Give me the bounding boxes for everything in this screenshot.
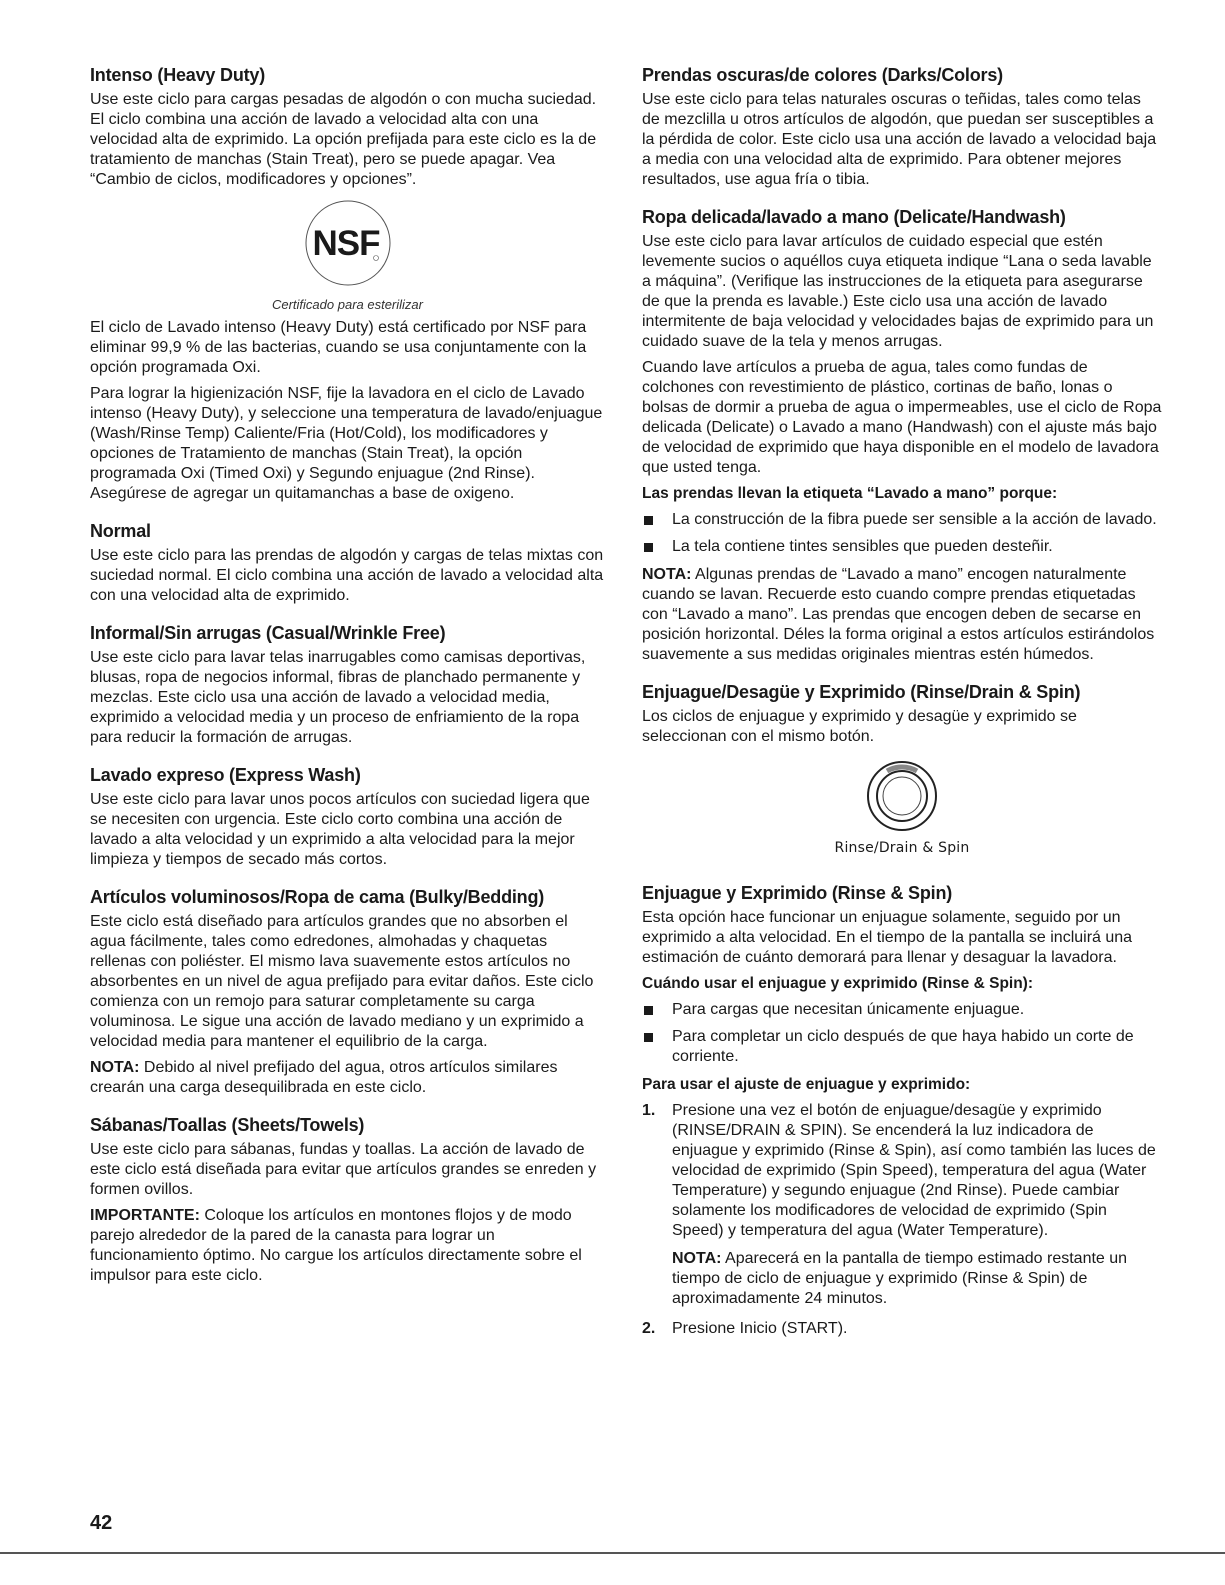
note-text: Algunas prendas de “Lavado a mano” encogen naturalmente cuando se lavan. Recuerde esto cuando compre prendas etiquetadas con “Lavado a mano”. Las prendas que encogen deben de secarse en posición horizontal. Déles la forma original a estos artículos estirándolos suavemente a sus medidas originales mientras estén húmedos. (642, 566, 1155, 663)
section-delicate (642, 206, 1162, 665)
list-step (642, 1319, 1162, 1339)
section-title: Artículos voluminosos/Ropa de cama (Bulky/Bedding) (90, 887, 545, 907)
bullet-list (642, 510, 1162, 557)
nsf-logo-text: NSF (312, 224, 379, 263)
section-sheets (90, 1114, 605, 1286)
section-bulky (90, 886, 605, 1098)
paragraph: Use este ciclo para las prendas de algodón y cargas de telas mixtas con suciedad normal. El ciclo combina una acción de lavado a velocidad alta con una velocidad alta de exprimido. (90, 547, 604, 604)
section-title: Intenso (Heavy Duty) (90, 65, 266, 85)
nsf-figure (90, 198, 605, 312)
note-paragraph (642, 565, 1162, 665)
section-title: Sábanas/Toallas (Sheets/Towels) (90, 1115, 365, 1135)
dial-label: Rinse/Drain & Spin (834, 840, 970, 856)
nsf-caption: Certificado para esterilizar (271, 297, 423, 312)
page-number: 42 (90, 1512, 113, 1534)
dial-figure (642, 759, 1162, 856)
paragraph: Use este ciclo para cargas pesadas de algodón o con mucha suciedad. El ciclo combina una acción de lavado a velocidad alta con una velocidad alta de exprimido. La opción prefijada para este ciclo es la de tratamiento de manchas (Stain Treat), pero se puede apagar. Vea “Cambio de ciclos, modificadores y opciones”. (90, 91, 597, 188)
paragraph: Cuando lave artículos a prueba de agua, tales como fundas de colchones con revestimiento de plástico, cortinas de baño, lonas o bolsas de dormir a prueba de agua o impermeables, use el ciclo de Ropa delicada (Delicate) o Lavado a mano (Handwash) con el ajuste más bajo de velocidad de exprimido que haya disponible en el modelo de lavadora que usted tenga. (642, 359, 1162, 476)
nsf-logo-icon (303, 198, 393, 288)
section-title: Prendas oscuras/de colores (Darks/Colors) (642, 65, 1003, 85)
paragraph: Esta opción hace funcionar un enjuague solamente, seguido por un exprimido a alta velocidad. En el tiempo de la pantalla se incluirá una estimación de cuánto demorará para llenar y desaguar la lavadora. (642, 909, 1133, 966)
right-column (642, 64, 1162, 1355)
note-label: NOTA: (90, 1059, 140, 1076)
left-column (90, 64, 605, 1302)
section-title: Ropa delicada/lavado a mano (Delicate/Handwash) (642, 207, 1066, 227)
section-title: Enjuague/Desagüe y Exprimido (Rinse/Drain & Spin) (642, 682, 1081, 702)
list-item: La construcción de la fibra puede ser sensible a la acción de lavado. (642, 510, 1162, 530)
note-paragraph (90, 1206, 605, 1286)
step-text: Presione una vez el botón de enjuague/desagüe y exprimido (RINSE/DRAIN & SPIN). Se encenderá la luz indicadora de enjuague y exprimido (Rinse & Spin), así como también las luces de velocidad de exprimido (Spin Speed), temperatura del agua (Water Temperature) y segundo enjuague (2nd Rinse). Puede cambiar solamente los modificadores de velocidad de exprimido (Spin Speed) y temperatura del agua (Water Temperature). (672, 1102, 1156, 1239)
rinse-drain-spin-button-icon (865, 759, 939, 833)
list-item: Para completar un ciclo después de que haya habido un corte de corriente. (642, 1027, 1162, 1067)
lead-text: Para usar el ajuste de enjuague y exprimido: (642, 1076, 971, 1093)
section-title: Informal/Sin arrugas (Casual/Wrinkle Free) (90, 623, 446, 643)
section-darks (642, 64, 1162, 190)
note-label: IMPORTANTE: (90, 1207, 200, 1224)
section-rinse-drain-spin (642, 681, 1162, 856)
section-heavy-duty (90, 64, 605, 504)
numbered-list (642, 1101, 1162, 1339)
section-rinse-spin (642, 882, 1162, 1339)
step-text: Presione Inicio (START). (672, 1320, 848, 1337)
paragraph: Use este ciclo para lavar artículos de cuidado especial que estén levemente sucios o aquéllos cuya etiqueta indique “Lana o seda lavable a máquina”. (Verifique las instrucciones de la etiqueta para asegurarse de que la prenda es lavable.) Este ciclo usa una acción de lavado intermitente de baja velocidad y velocidades bajas de exprimido para un cuidado suave de la tela y menos arrugas. (642, 233, 1154, 350)
paragraph: Use este ciclo para lavar unos pocos artículos con suciedad ligera que se necesiten con urgencia. Este ciclo corto combina una acción de lavado a alta velocidad y un exprimido a alta velocidad para la mejor limpieza y tiempos de secado más cortos. (90, 791, 590, 868)
paragraph: Use este ciclo para telas naturales oscuras o teñidas, tales como telas de mezclilla u otros artículos de algodón, que puedan ser susceptibles a la pérdida de color. Este ciclo usa una acción de lavado a velocidad baja a media con una velocidad alta de exprimido. Para obtener mejores resultados, use agua fría o tibia. (642, 91, 1157, 188)
note-paragraph (90, 1058, 605, 1098)
section-title: Enjuague y Exprimido (Rinse & Spin) (642, 883, 953, 903)
section-normal (90, 520, 605, 606)
bottom-rule (0, 1552, 1225, 1554)
paragraph: Use este ciclo para sábanas, fundas y toallas. La acción de lavado de este ciclo está diseñada para evitar que artículos grandes se enreden y formen ovillos. (90, 1141, 597, 1198)
note-text: Coloque los artículos en montones flojos y de modo parejo alrededor de la pared de la canasta para lograr un funcionamiento óptimo. No cargue los artículos directamente sobre el impulsor para este ciclo. (90, 1207, 582, 1284)
section-title: Normal (90, 521, 151, 541)
list-step (642, 1101, 1162, 1309)
step-number: 1. (642, 1102, 656, 1119)
note-label: NOTA: (642, 566, 692, 583)
paragraph: Los ciclos de enjuague y exprimido y desagüe y exprimido se seleccionan con el mismo botón. (642, 708, 1077, 745)
paragraph: Para lograr la higienización NSF, fije la lavadora en el ciclo de Lavado intenso (Heavy Duty), y seleccione una temperatura de lavado/enjuague (Wash/Rinse Temp) Caliente/Fria (Hot/Cold), los modificadores y opciones de Tratamiento de manchas (Stain Treat), la opción programada Oxi (Timed Oxi) y Segundo enjuague (2nd Rinse). Asegúrese de agregar un quitamanchas a base de oxigeno. (90, 385, 603, 502)
step-number: 2. (642, 1320, 656, 1337)
paragraph: Use este ciclo para lavar telas inarrugables como camisas deportivas, blusas, ropa de negocios informal, fibras de planchado permanente y mezclas. Este ciclo usa una acción de lavado a velocidad media, exprimido a velocidad media y un proceso de enfriamiento de la ropa para reducir la formación de arrugas. (90, 649, 586, 746)
paragraph: El ciclo de Lavado intenso (Heavy Duty) está certificado por NSF para eliminar 99,9 % de las bacterias, cuando se usa conjuntamente con la opción programada Oxi. (90, 319, 587, 376)
lead-text: Las prendas llevan la etiqueta “Lavado a mano” porque: (642, 485, 1058, 502)
note-text: Debido al nivel prefijado del agua, otros artículos similares crearán una carga desequilibrada en este ciclo. (90, 1059, 558, 1096)
note-paragraph (672, 1249, 1162, 1309)
section-express (90, 764, 605, 870)
note-label: NOTA: (672, 1250, 722, 1267)
paragraph: Este ciclo está diseñado para artículos grandes que no absorben el agua fácilmente, tales como edredones, almohadas y chaquetas rellenas con poliéster. El mismo lava suavemente estos artículos no absorbentes en un nivel de agua prefijado para evitar daños. Este ciclo comienza con un remojo para saturar completamente su carga voluminosa. Le sigue una acción de lavado mediano y un exprimido a velocidad media para mantener el equilibrio de la carga. (90, 913, 594, 1050)
lead-text: Cuándo usar el enjuague y exprimido (Rinse & Spin): (642, 975, 1034, 992)
note-text: Aparecerá en la pantalla de tiempo estimado restante un tiempo de ciclo de enjuague y exprimido (Rinse & Spin) de aproximadamente 24 minutos. (672, 1250, 1128, 1307)
list-item: La tela contiene tintes sensibles que pueden desteñir. (642, 537, 1162, 557)
list-item: Para cargas que necesitan únicamente enjuague. (642, 1000, 1162, 1020)
section-casual (90, 622, 605, 748)
section-title: Lavado expreso (Express Wash) (90, 765, 361, 785)
bullet-list (642, 1000, 1162, 1067)
